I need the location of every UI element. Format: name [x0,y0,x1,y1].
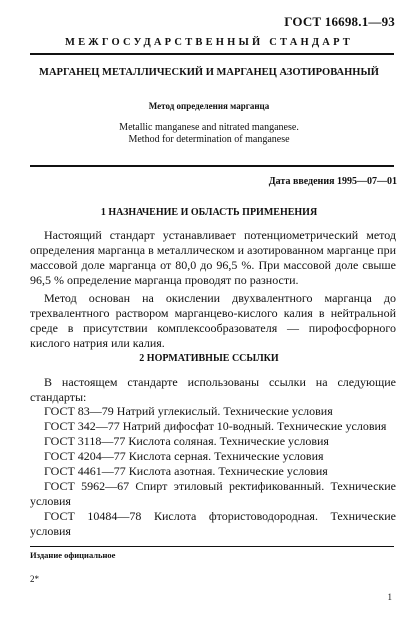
reference-item: ГОСТ 4461—77 Кислота азотная. Технические условия [44,464,328,478]
reference-item: ГОСТ 5962—67 Спирт этиловый ректификованный. Технические условия [30,479,396,508]
method-subtitle: Метод определения марганца [148,101,270,111]
section-1-paragraph-1: Настоящий стандарт устанавливает потенциометрический метод определения марганца в металлическом и азотированном марганце при массовой доле марганца от 80,0 до 96,5 %. При массовой доле свыше 96,5 % определение марганца проводят по разности. [30,228,396,287]
standard-code: ГОСТ 16698.1—93 [284,14,395,29]
section-1-heading: 1 НАЗНАЧЕНИЕ И ОБЛАСТЬ ПРИМЕНЕНИЯ [100,207,318,218]
reference-item: ГОСТ 3118—77 Кислота соляная. Технические условия [44,434,329,448]
reference-item: ГОСТ 10484—78 Кислота фтористоводородная. Технические условия [30,509,396,538]
section-2-heading: 2 НОРМАТИВНЫЕ ССЫЛКИ [139,353,279,364]
title-rule [30,165,394,167]
reference-item: ГОСТ 4204—77 Кислота серная. Технические условия [44,449,324,463]
section-2-intro: В настоящем стандарте использованы ссылки на следующие стандарты: [30,375,396,404]
english-title-line-2: Method for determination of manganese [128,134,290,145]
section-1-paragraph-2: Метод основан на окислении двухвалентного марганца до трехвалентного раствором марганцево-кислого калия в нейтральной среде в присутствии комплексообразователя — пирофосфорного кислого натрия или калия. [30,291,396,350]
reference-item: ГОСТ 342—77 Натрий дифосфат 10-водный. Технические условия [44,419,387,433]
document-title: МАРГАНЕЦ МЕТАЛЛИЧЕСКИЙ И МАРГАНЕЦ АЗОТИРОВАННЫЙ [39,67,379,78]
footer-rule [30,546,394,547]
signature-mark: 2* [30,574,39,584]
english-title-line-1: Metallic manganese and nitrated manganese. [119,122,299,133]
reference-item: ГОСТ 83—79 Натрий углекислый. Технические условия [44,404,333,418]
header-rule [30,53,394,55]
interstate-standard-label: МЕЖГОСУДАРСТВЕННЫЙ СТАНДАРТ [64,37,354,48]
english-title [0,122,418,146]
edition-label: Издание официальное [30,550,116,560]
introduction-date: Дата введения 1995—07—01 [268,176,397,187]
page-number: 1 [387,592,392,602]
